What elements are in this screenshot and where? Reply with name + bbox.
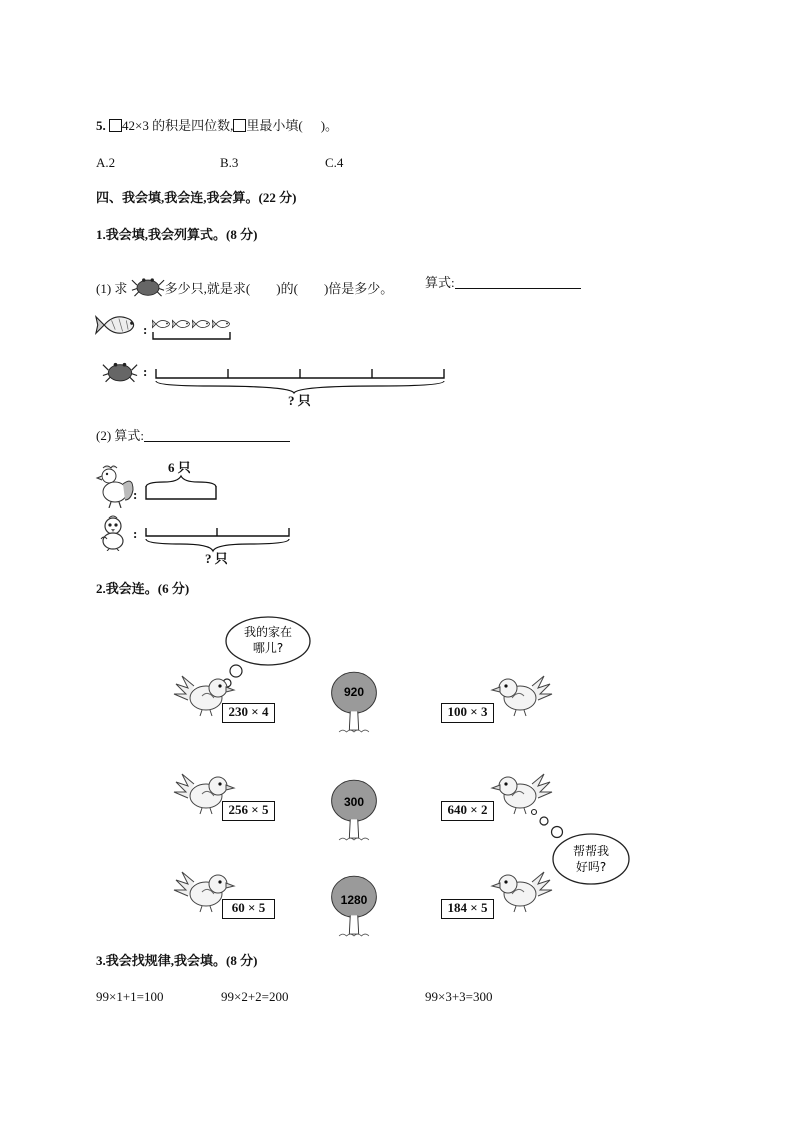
fish-icon [95, 310, 141, 340]
colon: : [133, 526, 138, 541]
tree-number-3: 1280 [340, 893, 368, 907]
equation-3: 99×3+3=300 [425, 989, 493, 1004]
tree-number-2: 300 [343, 795, 365, 809]
bubble-top-line1: 我的家在 [243, 625, 293, 639]
q2-title: 2.我会连。(6 分) [96, 581, 190, 596]
bubble-right-line1: 帮帮我 [572, 844, 610, 858]
equation-2: 99×2+2=200 [221, 989, 289, 1004]
q1-p1-b: 多少只,就是求( [164, 281, 251, 296]
formula-input[interactable] [144, 429, 290, 442]
q1-p1-c: )的( [276, 281, 298, 296]
crab-icon [131, 275, 165, 297]
left-expression-1[interactable]: 230 × 4 [222, 703, 275, 723]
crab-icon [102, 358, 138, 384]
q5-text-a: 42×3 的积是四位数, [122, 118, 234, 133]
rooster-icon [95, 464, 138, 508]
fish-bracket [153, 332, 230, 339]
right-expression-1[interactable]: 100 × 3 [441, 703, 494, 723]
small-fish-group [150, 315, 240, 345]
tree-icon[interactable] [326, 668, 382, 738]
blank-box[interactable] [109, 119, 122, 132]
formula-input[interactable] [455, 276, 581, 289]
tree-number-1: 920 [343, 685, 365, 699]
left-expression-3[interactable]: 60 × 5 [222, 899, 275, 919]
q5-text-c: )。 [320, 118, 339, 133]
six-label: 6 只 [168, 460, 191, 475]
q5-option-b[interactable]: B.3 [220, 155, 239, 170]
q1-part2-line [96, 428, 290, 444]
unknown-label: ? 只 [288, 393, 311, 408]
q5-option-a[interactable]: A.2 [96, 155, 116, 170]
equation-1: 99×1+1=100 [96, 989, 164, 1004]
chick-icon [98, 515, 128, 551]
q5-line [96, 118, 338, 134]
right-expression-2[interactable]: 640 × 2 [441, 801, 494, 821]
q1-title: 1.我会填,我会列算式。(8 分) [96, 227, 258, 242]
q5-number: 5. [96, 118, 106, 133]
bird-icon [484, 864, 554, 914]
formula-label: 算式: [425, 275, 455, 290]
q1-p1-d: )倍是多少。 [323, 281, 394, 296]
section-title: 四、我会填,我会连,我会算。(22 分) [96, 190, 297, 205]
q3-title: 3.我会找规律,我会填。(8 分) [96, 953, 258, 968]
unknown-label: ? 只 [205, 551, 228, 566]
rooster-bracket [140, 474, 225, 504]
colon: : [133, 487, 138, 502]
blank-box[interactable] [233, 119, 246, 132]
q5-option-c[interactable]: C.4 [325, 155, 344, 170]
q1-part1-line [96, 275, 393, 297]
bird-icon [484, 766, 554, 816]
tree-icon[interactable] [326, 872, 382, 942]
formula-line-1 [425, 275, 581, 291]
bubble-right-line2: 好吗? [575, 860, 607, 874]
left-expression-2[interactable]: 256 × 5 [222, 801, 275, 821]
colon: : [143, 364, 148, 379]
bubble-top-line2: 哪儿? [252, 641, 284, 655]
colon: : [143, 322, 148, 337]
tree-icon[interactable] [326, 776, 382, 846]
bird-icon [484, 668, 554, 718]
q1-p2-label: (2) 算式: [96, 428, 145, 443]
right-expression-3[interactable]: 184 × 5 [441, 899, 494, 919]
q1-p1-a: (1) 求 [96, 281, 128, 296]
q5-text-b: 里最小填( [246, 118, 303, 133]
